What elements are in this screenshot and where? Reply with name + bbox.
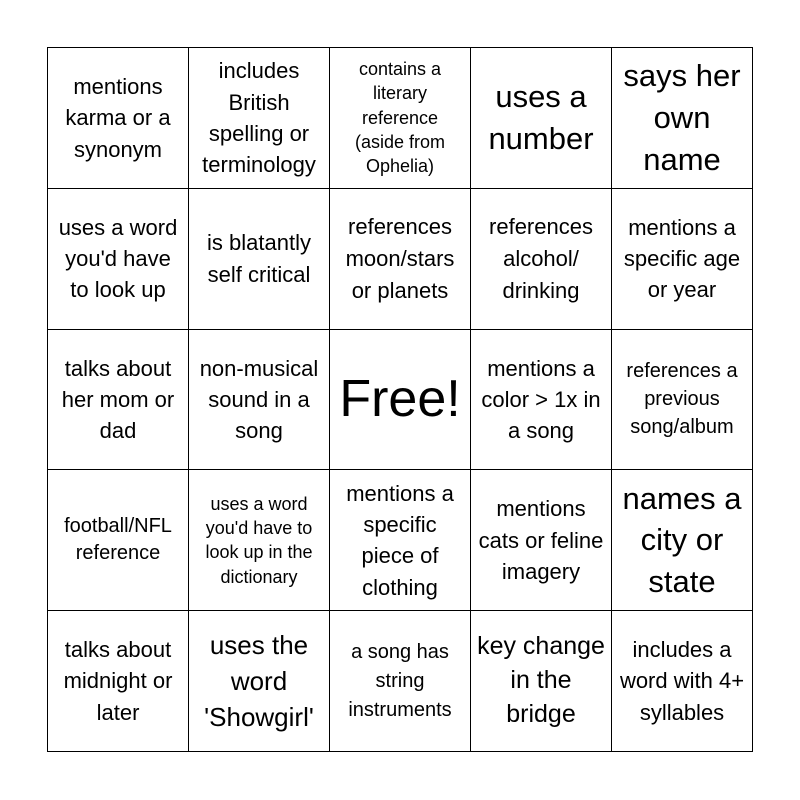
bingo-cell-text: references a previous song/album [626, 360, 738, 439]
bingo-cell-text: mentions karma or a synonym [65, 74, 171, 162]
bingo-cell-text: non-musical sound in a song [199, 355, 319, 444]
bingo-cell-text: talks about midnight or later [63, 637, 173, 725]
bingo-cell-text: a song has string instruments [348, 640, 452, 721]
bingo-cell-r5c3[interactable] [330, 611, 471, 752]
bingo-cell-r4c4[interactable] [471, 470, 612, 611]
bingo-cell-text: mentions a specific piece of clothing [346, 480, 454, 600]
bingo-cell-r4c5[interactable] [612, 470, 753, 611]
bingo-cell-r5c1[interactable] [48, 611, 189, 752]
bingo-cell-r5c4[interactable] [471, 611, 612, 752]
bingo-cell-text: is blatantly self critical [207, 230, 311, 287]
bingo-cell-r1c3[interactable] [330, 48, 471, 189]
bingo-cell-r5c5[interactable] [612, 611, 753, 752]
bingo-cell-text: contains a literary reference (aside from Ophelia) [354, 59, 446, 177]
bingo-cell-r2c2[interactable] [189, 189, 330, 330]
bingo-cell-r3c4[interactable] [471, 330, 612, 471]
bingo-cell-r1c2[interactable] [189, 48, 330, 189]
bingo-cell-r5c2[interactable] [189, 611, 330, 752]
bingo-cell-r2c4[interactable] [471, 189, 612, 330]
bingo-cell-text: references alcohol/ drinking [489, 213, 593, 303]
bingo-cell-r3c2[interactable] [189, 330, 330, 471]
bingo-cell-text: football/NFL reference [64, 515, 172, 565]
bingo-cell-r2c1[interactable] [48, 189, 189, 330]
bingo-cell-r4c2[interactable] [189, 470, 330, 611]
bingo-cell-r2c5[interactable] [612, 189, 753, 330]
bingo-cell-text: mentions a specific age or year [623, 214, 741, 303]
bingo-cell-r1c1[interactable] [48, 48, 189, 189]
bingo-cell-r3c5[interactable] [612, 330, 753, 471]
bingo-cell-text: talks about her mom or dad [61, 355, 175, 444]
bingo-cell-text: says her own name [623, 58, 741, 177]
bingo-cell-r2c3[interactable] [330, 189, 471, 330]
free-space-label: Free! [339, 369, 461, 428]
bingo-cell-text: references moon/stars or planets [345, 213, 455, 303]
bingo-cell-free[interactable] [330, 330, 471, 471]
bingo-cell-text: names a city or state [622, 480, 742, 600]
bingo-cell-text: uses a word you'd have to look up [58, 214, 178, 303]
bingo-cell-text: includes a word with 4+ syllables [619, 637, 745, 725]
bingo-cell-r3c1[interactable] [48, 330, 189, 471]
bingo-cell-text: uses a number [488, 79, 594, 156]
bingo-cell-text: key change in the bridge [477, 632, 605, 728]
bingo-cell-text: mentions a color > 1x in a song [481, 355, 601, 444]
bingo-cell-r4c1[interactable] [48, 470, 189, 611]
bingo-cell-text: uses the word 'Showgirl' [204, 629, 314, 733]
bingo-cell-r1c4[interactable] [471, 48, 612, 189]
bingo-cell-text: mentions cats or feline imagery [478, 496, 604, 584]
bingo-cell-r4c3[interactable] [330, 470, 471, 611]
bingo-cell-text: includes British spelling or terminology [202, 58, 316, 178]
bingo-board [47, 47, 753, 752]
bingo-cell-text: uses a word you'd have to look up in the dictionary [205, 493, 313, 587]
bingo-cell-r1c5[interactable] [612, 48, 753, 189]
